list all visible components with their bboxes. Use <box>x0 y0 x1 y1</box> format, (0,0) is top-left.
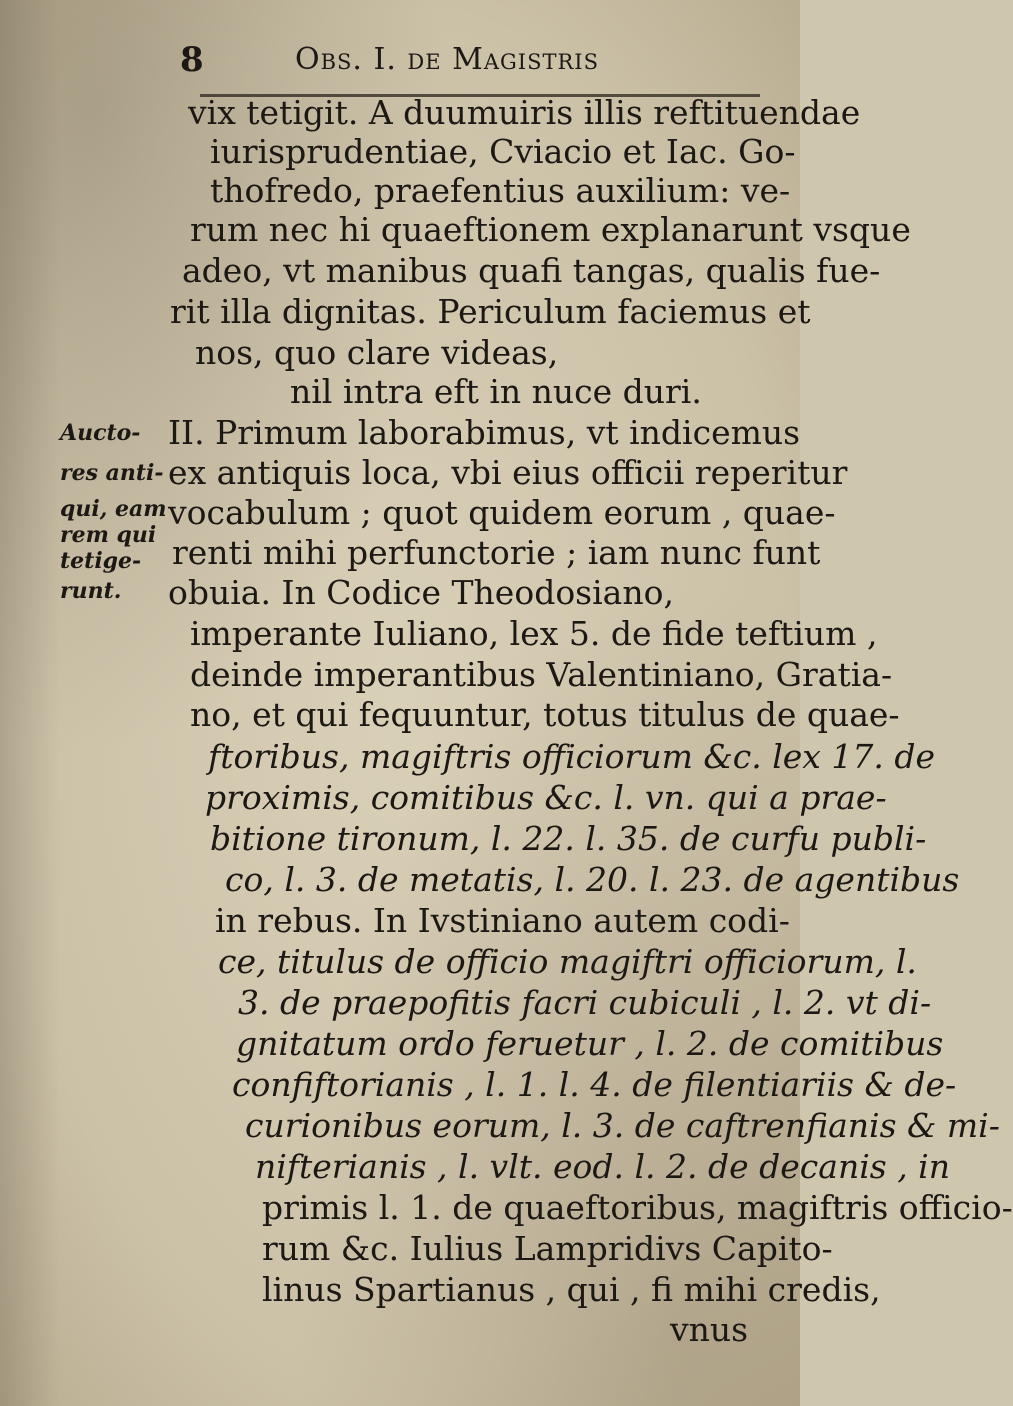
text-line: vix tetigit. A duumuiris illis reftituendae <box>188 93 861 132</box>
text-line: obuia. In Codice Theodosiano, <box>168 573 674 612</box>
text-line: in rebus. In Ivstiniano autem codi- <box>215 901 790 940</box>
page-number: 8 <box>180 40 205 80</box>
text-line: confiftorianis , l. 1. l. 4. de filentiariis & de- <box>232 1065 957 1104</box>
margin-note: runt. <box>60 578 122 604</box>
text-line: adeo, vt manibus quafi tangas, qualis fue- <box>182 251 881 290</box>
text-line: deinde imperantibus Valentiniano, Gratia- <box>190 655 893 694</box>
text-line: nos, quo clare videas, <box>195 333 559 372</box>
text-line: co, l. 3. de metatis, l. 20. l. 23. de agentibus <box>225 860 960 899</box>
text-line: 3. de praepofitis facri cubiculi , l. 2. vt di- <box>238 983 932 1022</box>
text-line: bitione tironum, l. 22. l. 35. de curfu publi- <box>210 819 927 858</box>
text-line: rum &c. Iulius Lampridivs Capito- <box>262 1229 833 1268</box>
margin-note: Aucto- <box>60 420 141 446</box>
margin-note: tetige- <box>60 548 142 574</box>
text-line: gnitatum ordo feruetur , l. 2. de comitibus <box>236 1024 944 1063</box>
running-head: Obs. I. de Magistris <box>295 42 599 77</box>
text-line: II. Primum laborabimus, vt indicemus <box>168 413 801 452</box>
margin-note: qui, eam <box>60 496 167 522</box>
text-line: renti mihi perfunctorie ; iam nunc funt <box>172 533 821 572</box>
text-line: vocabulum ; quot quidem eorum , quae- <box>168 493 836 532</box>
text-line: no, et qui fequuntur, totus titulus de quae- <box>190 695 900 734</box>
text-line: curionibus eorum, l. 3. de caftrenfianis & mi- <box>245 1106 1000 1145</box>
text-line: linus Spartianus , qui , fi mihi credis, <box>262 1270 881 1309</box>
page-header <box>140 40 720 80</box>
text-line: primis l. 1. de quaeftoribus, magiftris officio- <box>262 1188 1013 1227</box>
text-line: nil intra eft in nuce duri. <box>290 372 702 411</box>
text-line: ftoribus, magiftris officiorum &c. lex 17. de <box>208 737 935 776</box>
text-line: rit illa dignitas. Periculum faciemus et <box>170 292 811 331</box>
text-line: thofredo, praefentius auxilium: ve- <box>210 171 791 210</box>
margin-note: res anti- <box>60 460 164 486</box>
text-line: imperante Iuliano, lex 5. de fide teftium , <box>190 614 878 653</box>
page-shadow <box>0 0 60 1406</box>
text-line: ce, titulus de officio magiftri officiorum, l. <box>218 942 917 981</box>
text-line: rum nec hi quaeftionem explanarunt vsque <box>190 210 911 249</box>
text-line: ex antiquis loca, vbi eius officii reperitur <box>168 453 848 492</box>
margin-note: rem qui <box>60 522 157 548</box>
catchword: vnus <box>670 1310 749 1349</box>
text-line: iurisprudentiae, Cviacio et Iac. Go- <box>210 132 796 171</box>
text-line: proximis, comitibus &c. l. vn. qui a prae- <box>205 778 887 817</box>
text-line: nifterianis , l. vlt. eod. l. 2. de decanis , in <box>255 1147 950 1186</box>
